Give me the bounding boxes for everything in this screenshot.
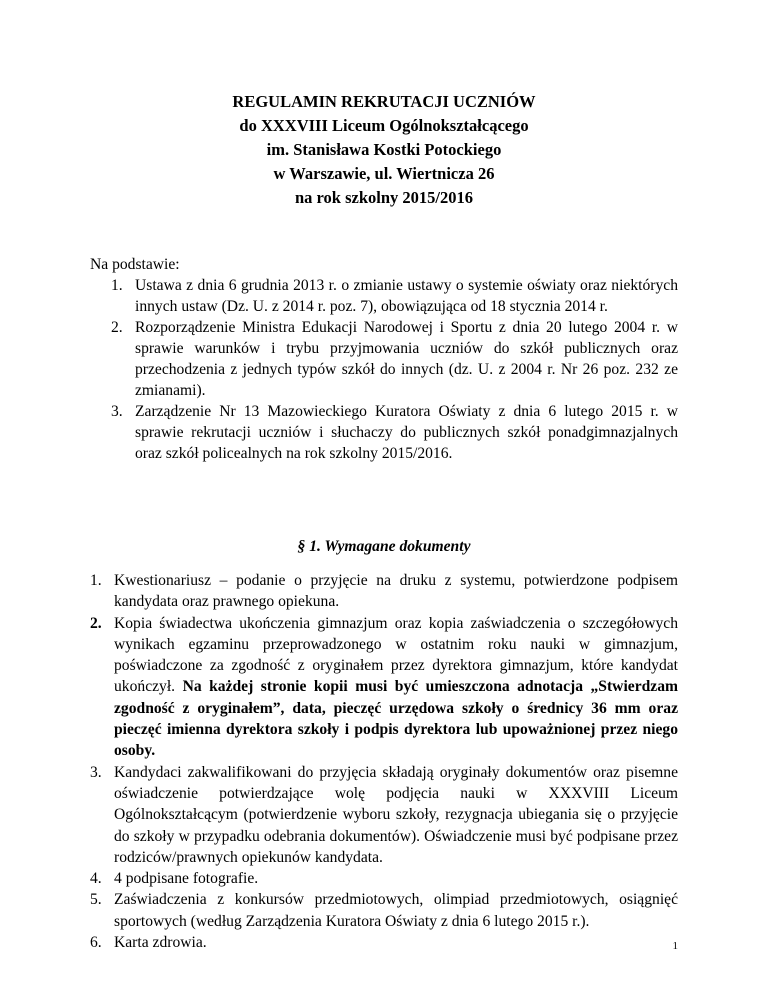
title-line: na rok szkolny 2015/2016 [294,188,474,207]
list-item-number: 5. [90,891,102,909]
list-item-text: Ustawa z dnia 6 grudnia 2013 r. o zmianie ustawy o systemie oświaty oraz niektórych innych ustaw (Dz. U. z 2014 r. poz. 7), obowiązująca od 18 stycznia 2014 r. [135,277,678,315]
list-item [90,868,678,889]
list-item [90,275,678,317]
legal-basis-list [90,275,678,464]
title-line: w Warszawie, ul. Wiertnicza 26 [273,164,495,183]
list-item-number: 1. [111,277,123,294]
list-item-text: Karta zdrowia. [114,934,207,952]
legal-basis-intro: Na podstawie: [90,256,180,273]
title-line: im. Stanisława Kostki Potockiego [266,140,502,159]
list-item [90,570,678,613]
list-item-number: 3. [90,763,102,781]
list-item-number: 2. [90,614,102,632]
list-item [90,932,678,953]
list-item [90,889,678,932]
list-item-text: Kandydaci zakwalifikowani do przyjęcia składają oryginały dokumentów oraz pisemne oświadczenie potwierdzające wolę podjęcia nauki w XXXVIII Liceum [114,763,678,802]
page-number: 1 [672,940,678,952]
document-title [0,90,768,210]
list-item [90,762,678,868]
list-item-number: 2. [111,319,123,336]
list-item-text-continued: Ogólnokształcącym (potwierdzenie wyboru szkoły, rezygnacja ubiegania się o przyjęcie do szkoły w przypadku odebrania dokumentów). Oświadczenie musi być podpisane przez rodziców/prawnych opiekunów kandydata. [114,806,678,866]
required-documents-list [90,570,678,953]
list-item-text: Kwestionariusz – podanie o przyjęcie na druku z systemu, potwierdzone podpisem kandydata oraz prawnego opiekuna. [114,572,678,611]
title-line: do XXXVIII Liceum Ogólnokształcącego [239,116,529,135]
list-item [90,401,678,464]
required-documents [90,570,678,953]
list-item-text: Rozporządzenie Ministra Edukacji Narodowej i Sportu z dnia 20 lutego 2004 r. w sprawie warunków i trybu przyjmowania uczniów do szkół publicznych oraz przechodzenia z jednych typów szkół do innych (dz. U. z 2004 r. Nr 26 poz. 232 ze zmianami). [135,319,678,399]
list-item [90,317,678,401]
list-item-text: Kopia świadectwa ukończenia gimnazjum oraz kopia zaświadczenia o szczegółowych wynikach egzaminu przeprowadzonego w ostatnim roku nauki w gimnazjum, poświadczone za zgodność z oryginałem przez dyrektora gimnazjum, które kandydat ukończył. [114,614,678,696]
list-item-number: 1. [90,572,102,589]
legal-basis [90,254,678,464]
list-item-text: Zaświadczenia z konkursów przedmiotowych, olimpiad przedmiotowych, osiągnięć sportowych (według Zarządzenia Kuratora Oświaty z dnia 6 lutego 2015 r.). [114,891,678,930]
list-item [90,613,678,762]
list-item-bold-text: Na każdej stronie kopii musi być umieszczona adnotacja „Stwierdzam zgodność z oryginałem”, data, pieczęć urzędowa szkoły o średnicy 36 mm oraz pieczęć imienna dyrektora szkoły i podpis dyrektora lub upoważnionej przez niego osoby. [114,678,678,760]
list-item-text: Zarządzenie Nr 13 Mazowieckiego Kuratora Oświaty z dnia 6 lutego 2015 r. w sprawie rekrutacji uczniów i słuchaczy do publicznych szkół ponadgimnazjalnych oraz szkół policealnych na rok szkolny 2015/2016. [135,403,678,462]
list-item-number: 4. [90,870,102,888]
title-line: REGULAMIN REKRUTACJI UCZNIÓW [232,92,536,111]
list-item-text: 4 podpisane fotografie. [114,870,259,888]
list-item-number: 3. [111,403,123,420]
list-item-number: 6. [90,934,102,952]
section-heading: § 1. Wymagane dokumenty [297,538,471,555]
